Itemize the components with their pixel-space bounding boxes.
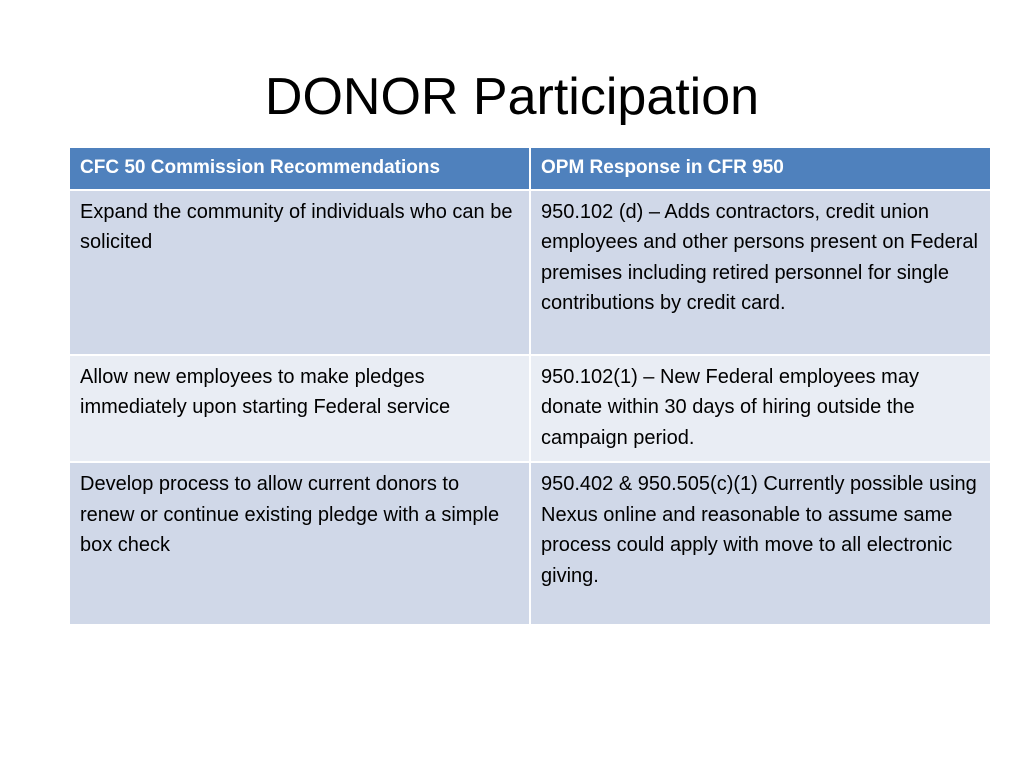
table-row — [69, 462, 991, 625]
table-cell-response: 950.102 (d) – Adds contractors, credit union employees and other persons present on Federal premises including retired personnel for single contributions by credit card. — [530, 190, 991, 355]
table-cell-response: 950.402 & 950.505(c)(1) Currently possible using Nexus online and reasonable to assume same process could apply with move to all electronic giving. — [530, 462, 991, 625]
table-header-row — [69, 147, 991, 190]
comparison-table — [68, 146, 992, 626]
table-cell-response: 950.102(1) – New Federal employees may donate within 30 days of hiring outside the campaign period. — [530, 355, 991, 463]
table-cell-recommendation: Allow new employees to make pledges immediately upon starting Federal service — [69, 355, 530, 463]
table-cell-recommendation: Expand the community of individuals who can be solicited — [69, 190, 530, 355]
slide-title: DONOR Participation — [264, 68, 760, 126]
table-cell-recommendation: Develop process to allow current donors to renew or continue existing pledge with a simple box check — [69, 462, 530, 625]
column-header-recommendations: CFC 50 Commission Recommendations — [69, 147, 530, 190]
table-row — [69, 190, 991, 355]
column-header-opm-response: OPM Response in CFR 950 — [530, 147, 991, 190]
table-row — [69, 355, 991, 463]
